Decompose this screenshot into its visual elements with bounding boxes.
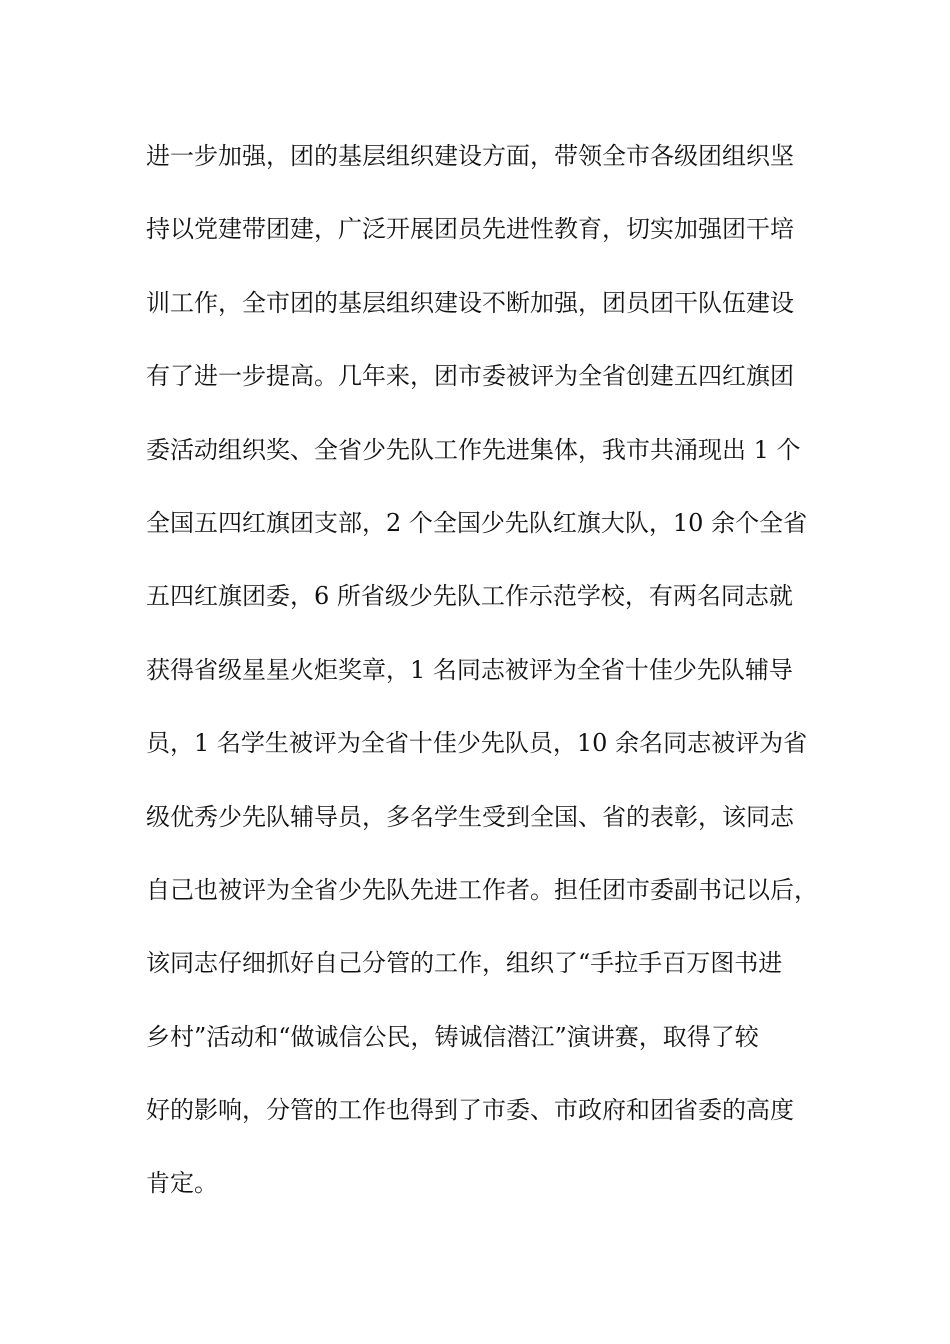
text-line: 该同志仔细抓好自己分管的工作，组织了“手拉手百万图书进 xyxy=(146,949,783,978)
text-line: 五四红旗团委，6 所省级少先队工作示范学校，有两名同志就 xyxy=(146,582,793,611)
text-line: 有了进一步提高。几年来，团市委被评为全省创建五四红旗团 xyxy=(146,362,794,391)
body-paragraph xyxy=(146,130,826,1231)
text-line: 自己也被评为全省少先队先进工作者。担任团市委副书记以后， xyxy=(146,875,818,904)
text-line: 好的影响，分管的工作也得到了市委、市政府和团省委的高度 xyxy=(146,1096,794,1125)
text-line: 级优秀少先队辅导员，多名学生受到全国、省的表彰，该同志 xyxy=(146,802,794,831)
text-line: 训工作，全市团的基层组织建设不断加强，团员团干队伍建设 xyxy=(146,288,794,317)
text-line: 肯定。 xyxy=(146,1169,218,1198)
text-line: 获得省级星星火炬奖章，1 名同志被评为全省十佳少先队辅导 xyxy=(146,655,793,684)
text-line: 乡村”活动和“做诚信公民，铸诚信潜江”演讲赛，取得了较 xyxy=(146,1022,759,1051)
text-line: 持以党建带团建，广泛开展团员先进性教育，切实加强团干培 xyxy=(146,215,794,244)
text-line: 进一步加强，团的基层组织建设方面，带领全市各级团组织坚 xyxy=(146,142,794,170)
text-line: 全国五四红旗团支部，2 个全国少先队红旗大队，10 余个全省 xyxy=(146,508,808,537)
text-line: 员，1 名学生被评为全省十佳少先队员，10 余名同志被评为省 xyxy=(146,729,808,758)
text-line: 委活动组织奖、全省少先队工作先进集体，我市共涌现出 1 个 xyxy=(146,435,801,464)
